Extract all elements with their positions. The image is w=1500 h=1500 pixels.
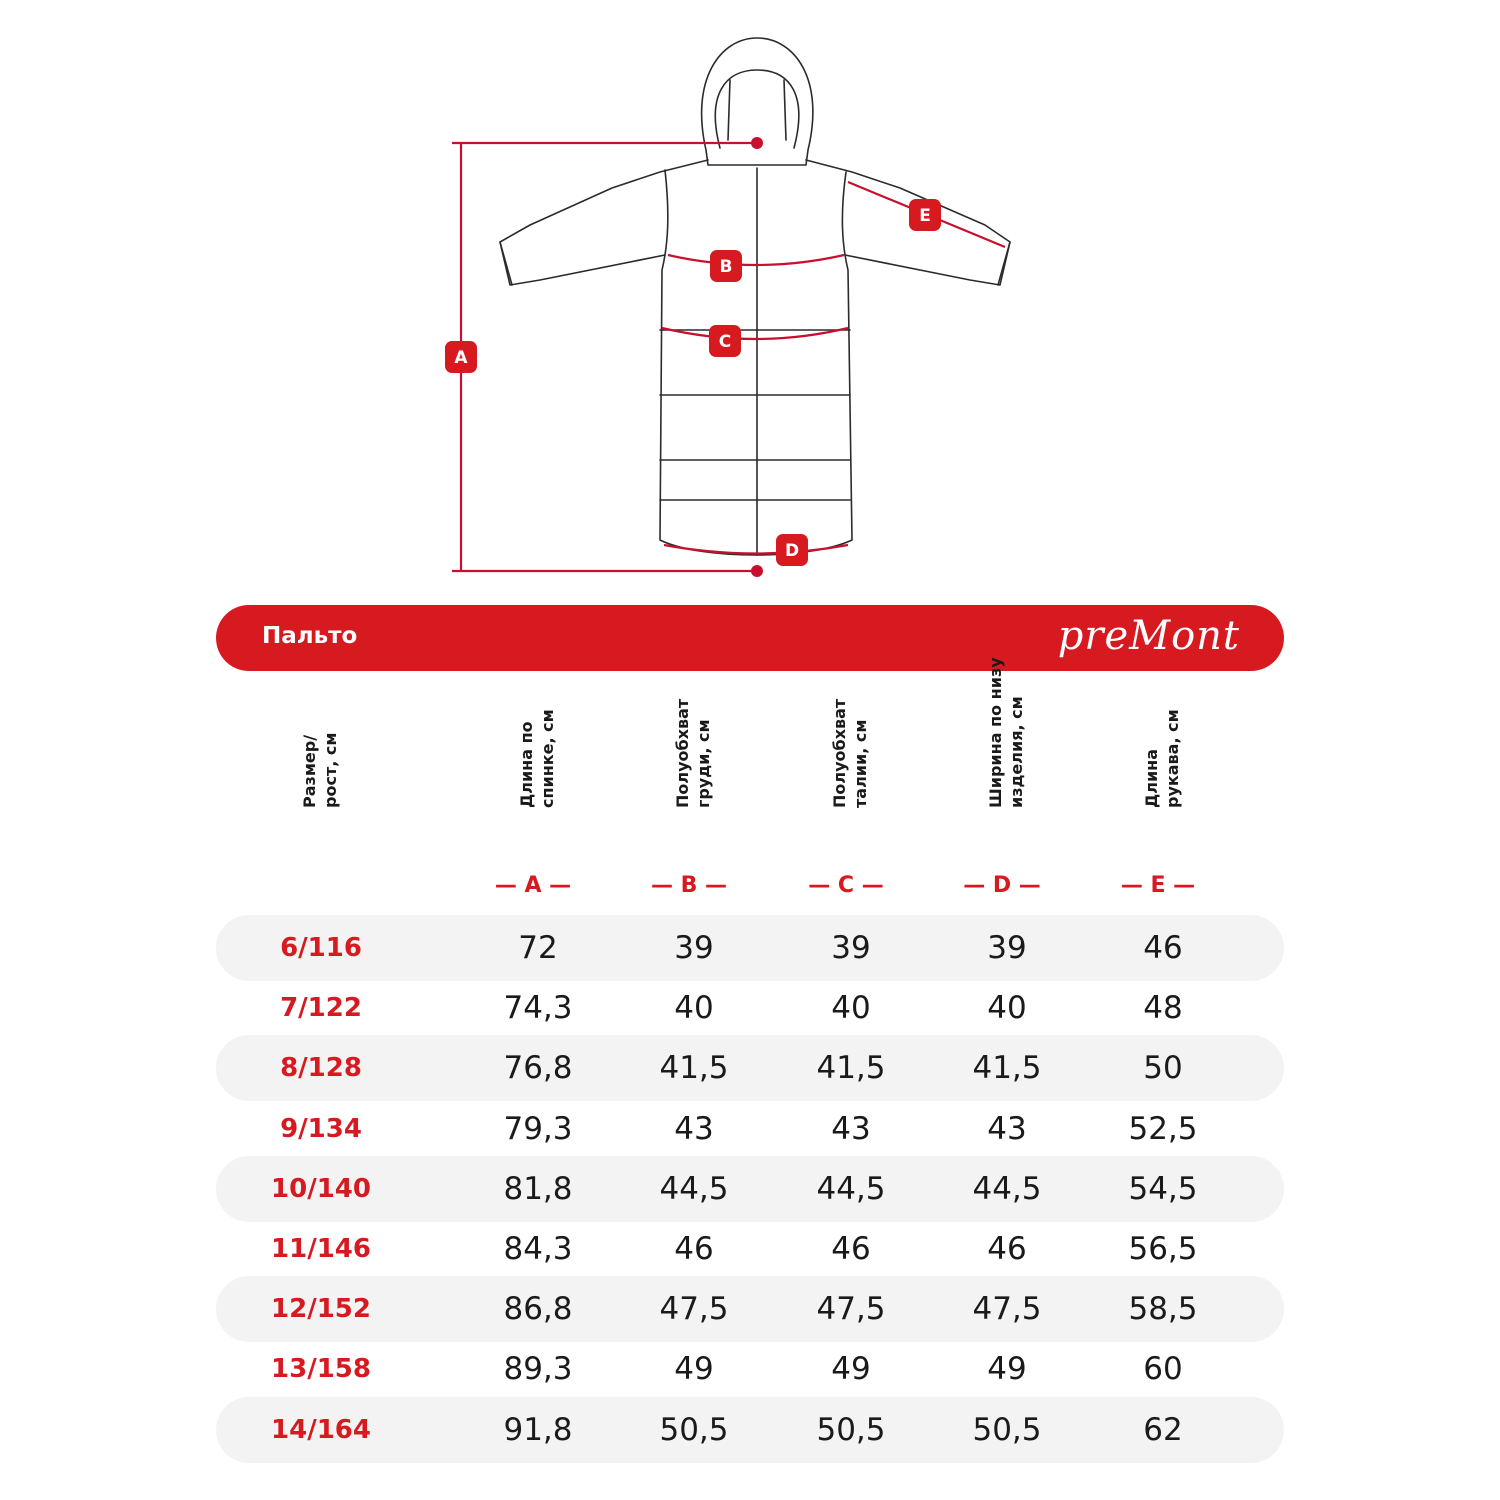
column-header-label: Длина по спинке, см xyxy=(517,709,557,808)
size-cell: 9/134 xyxy=(280,1113,362,1144)
brand-logo: preMont xyxy=(1057,613,1240,659)
measurement-cell: 84,3 xyxy=(503,1231,573,1267)
svg-text:A: A xyxy=(454,348,468,368)
size-cell: 6/116 xyxy=(280,933,362,963)
measurement-cell: 58,5 xyxy=(1128,1291,1198,1328)
measurement-cell: 41,5 xyxy=(816,1050,886,1087)
measurement-cell: 41,5 xyxy=(659,1050,729,1087)
column-letter: — A — xyxy=(494,873,572,898)
product-title: Пальто xyxy=(262,623,358,649)
marker-d xyxy=(776,534,808,566)
size-cell: 10/140 xyxy=(271,1173,371,1204)
measurement-cell: 44,5 xyxy=(816,1170,886,1207)
column-letter: — D — xyxy=(963,873,1041,898)
measurement-cell: 56,5 xyxy=(1128,1231,1198,1267)
column-letter: — B — xyxy=(650,873,728,898)
table-row xyxy=(216,915,1284,981)
size-cell: 12/152 xyxy=(271,1294,371,1325)
measurement-cell: 43 xyxy=(831,1110,871,1147)
measurement-cell: 50 xyxy=(1143,1050,1183,1087)
measurement-cell: 43 xyxy=(987,1110,1027,1147)
measurement-cell: 41,5 xyxy=(972,1050,1042,1087)
measurement-cell: 79,3 xyxy=(503,1110,573,1147)
size-cell: 13/158 xyxy=(271,1354,371,1385)
measurement-cell: 49 xyxy=(831,1351,871,1388)
measurement-cell: 60 xyxy=(1143,1351,1183,1388)
measurement-cell: 40 xyxy=(831,990,871,1027)
measurement-cell: 47,5 xyxy=(972,1291,1042,1328)
measurement-cell: 47,5 xyxy=(816,1291,886,1328)
table-row xyxy=(216,1397,1284,1463)
table-row xyxy=(216,1096,1284,1162)
svg-text:E: E xyxy=(919,206,931,226)
marker-c xyxy=(709,325,741,357)
measurement-cell: 74,3 xyxy=(503,990,573,1027)
marker-a xyxy=(445,341,477,373)
measurement-cell: 76,8 xyxy=(503,1050,573,1087)
measurement-cell: 48 xyxy=(1143,990,1183,1027)
column-header xyxy=(299,690,359,850)
column-header xyxy=(985,657,1045,850)
measurement-cell: 72 xyxy=(518,930,558,966)
marker-e xyxy=(909,199,941,231)
measurement-cell: 46 xyxy=(987,1231,1027,1267)
measurement-cell: 54,5 xyxy=(1128,1170,1198,1207)
measurement-cell: 52,5 xyxy=(1128,1110,1198,1147)
size-cell: 11/146 xyxy=(271,1234,371,1264)
column-letter: — C — xyxy=(808,873,884,898)
table-row xyxy=(216,1035,1284,1101)
measurement-cell: 44,5 xyxy=(659,1170,729,1207)
measurement-cell: 40 xyxy=(987,990,1027,1027)
measurement-cell: 91,8 xyxy=(503,1411,573,1448)
table-row xyxy=(216,1336,1284,1402)
column-header-label: Длина рукава, см xyxy=(1142,709,1182,808)
svg-text:C: C xyxy=(718,332,732,352)
product-banner xyxy=(216,605,1284,671)
measurement-cell: 49 xyxy=(674,1351,714,1388)
measurement-cell: 49 xyxy=(987,1351,1027,1388)
measurement-cell: 39 xyxy=(831,930,871,966)
measurement-cell: 44,5 xyxy=(972,1170,1042,1207)
column-header xyxy=(829,690,889,850)
measurement-cell: 47,5 xyxy=(659,1291,729,1328)
measurement-cell: 39 xyxy=(674,930,714,966)
coat-outline xyxy=(500,38,1010,555)
table-row xyxy=(216,1276,1284,1342)
svg-text:D: D xyxy=(784,541,800,561)
size-cell: 14/164 xyxy=(271,1414,371,1445)
measurement-cell: 62 xyxy=(1143,1411,1183,1448)
table-row xyxy=(216,1156,1284,1222)
size-cell: 7/122 xyxy=(280,993,362,1024)
marker-b xyxy=(710,250,742,282)
column-header xyxy=(516,690,576,850)
column-header xyxy=(672,690,732,850)
measurement-cell: 86,8 xyxy=(503,1291,573,1328)
column-header-label: Ширина по низу изделия, см xyxy=(986,657,1026,808)
column-letter: — E — xyxy=(1120,873,1196,898)
column-header-label: Размер/ рост, см xyxy=(300,732,340,808)
table-row xyxy=(216,1216,1284,1282)
table-row xyxy=(216,975,1284,1041)
measurement-cell: 43 xyxy=(674,1110,714,1147)
measurement-cell: 50,5 xyxy=(972,1411,1042,1448)
coat-measurement-diagram xyxy=(0,0,1500,600)
column-header xyxy=(1141,690,1201,850)
measurement-cell: 46 xyxy=(1143,930,1183,966)
measurement-cell: 39 xyxy=(987,930,1027,966)
measurement-cell: 50,5 xyxy=(659,1411,729,1448)
column-header-label: Полуобхват талии, см xyxy=(830,698,870,808)
measurement-cell: 46 xyxy=(674,1231,714,1267)
measurement-cell: 46 xyxy=(831,1231,871,1267)
svg-text:B: B xyxy=(719,257,733,277)
measurement-cell: 89,3 xyxy=(503,1351,573,1388)
measurement-cell: 81,8 xyxy=(503,1170,573,1207)
measurement-cell: 40 xyxy=(674,990,714,1027)
size-cell: 8/128 xyxy=(280,1053,362,1084)
measurement-cell: 50,5 xyxy=(816,1411,886,1448)
column-header-label: Полуобхват груди, см xyxy=(673,698,713,808)
